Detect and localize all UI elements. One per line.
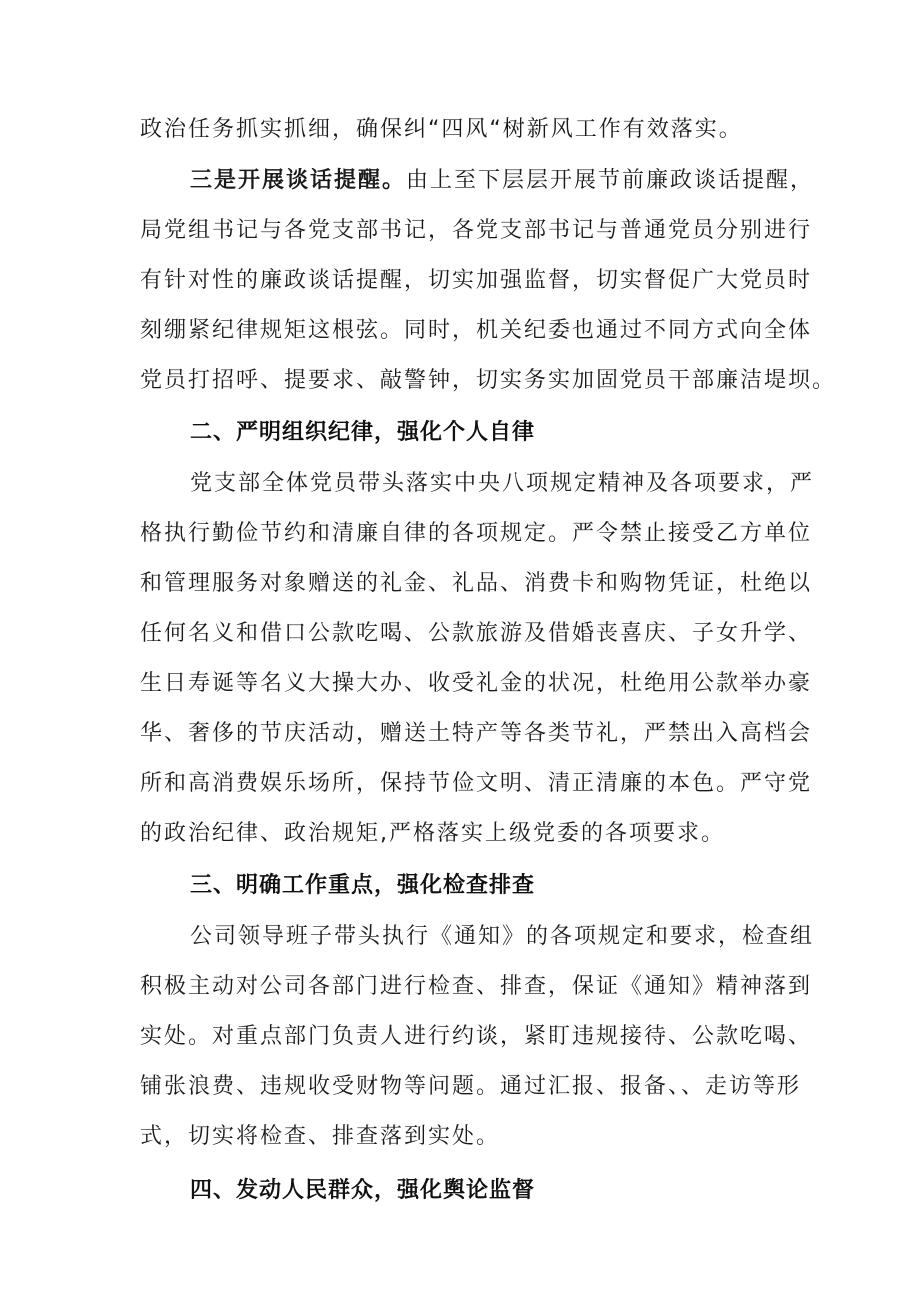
paragraph-first-line: 党支部全体党员带头落实中央八项规定精神及各项要求，严	[190, 471, 815, 496]
paragraph-first-line: 公司领导班子带头执行《通知》的各项规定和要求，检查组	[190, 924, 815, 949]
paragraph-line: 式，切实将检查、排查落到实处。	[140, 1124, 501, 1149]
paragraph-line: 所和高消费娱乐场所，保持节俭文明、清正清廉的本色。严守党	[140, 771, 813, 796]
paragraph-line: 政治任务抓实抓细，确保纠“四风“树新风工作有效落实。	[140, 117, 743, 142]
paragraph-line: 刻绷紧纪律规矩这根弦。同时，机关纪委也通过不同方式向全体	[140, 318, 813, 343]
paragraph-line: 局党组书记与各党支部书记，各党支部书记与普通党员分别进行	[140, 218, 813, 243]
section-heading-2: 二、严明组织纪律，强化个人自律	[190, 420, 536, 445]
section-heading-4: 四、发动人民群众，强化舆论监督	[190, 1178, 536, 1203]
item-lead-text: 三是开展谈话提醒。	[190, 168, 407, 193]
item-body-text: 由上至下层层开展节前廉政谈话提醒，	[406, 168, 815, 193]
paragraph-first-line	[190, 166, 850, 196]
paragraph-line: 铺张浪费、违规收受财物等问题。通过汇报、报备、、走访等形	[140, 1074, 802, 1099]
paragraph-line: 党员打招呼、提要求、敲警钟，切实务实加固党员干部廉洁堤坝。	[140, 368, 837, 393]
paragraph-line: 实处。对重点部门负责人进行约谈，紧盯违规接待、公款吃喝、	[140, 1024, 813, 1049]
paragraph-line: 生日寿诞等名义大操大办、收受礼金的状况，杜绝用公款举办豪	[140, 671, 813, 696]
paragraph-line: 的政治纪律、政治规矩,严格落实上级党委的各项要求。	[140, 821, 725, 846]
paragraph-line: 格执行勤俭节约和清廉自律的各项规定。严令禁止接受乙方单位	[140, 521, 813, 546]
paragraph-line: 和管理服务对象赠送的礼金、礼品、消费卡和购物凭证，杜绝以	[140, 571, 813, 596]
paragraph-line: 任何名义和借口公款吃喝、公款旅游及借婚丧喜庆、子女升学、	[140, 621, 813, 646]
paragraph-line: 华、奢侈的节庆活动，赠送土特产等各类节礼，严禁出入高档会	[140, 721, 813, 746]
paragraph-line: 积极主动对公司各部门进行检查、排查，保证《通知》精神落到	[140, 974, 813, 999]
section-heading-3: 三、明确工作重点，强化检查排查	[190, 873, 536, 898]
paragraph-line: 有针对性的廉政谈话提醒，切实加强监督，切实督促广大党员时	[140, 268, 813, 293]
